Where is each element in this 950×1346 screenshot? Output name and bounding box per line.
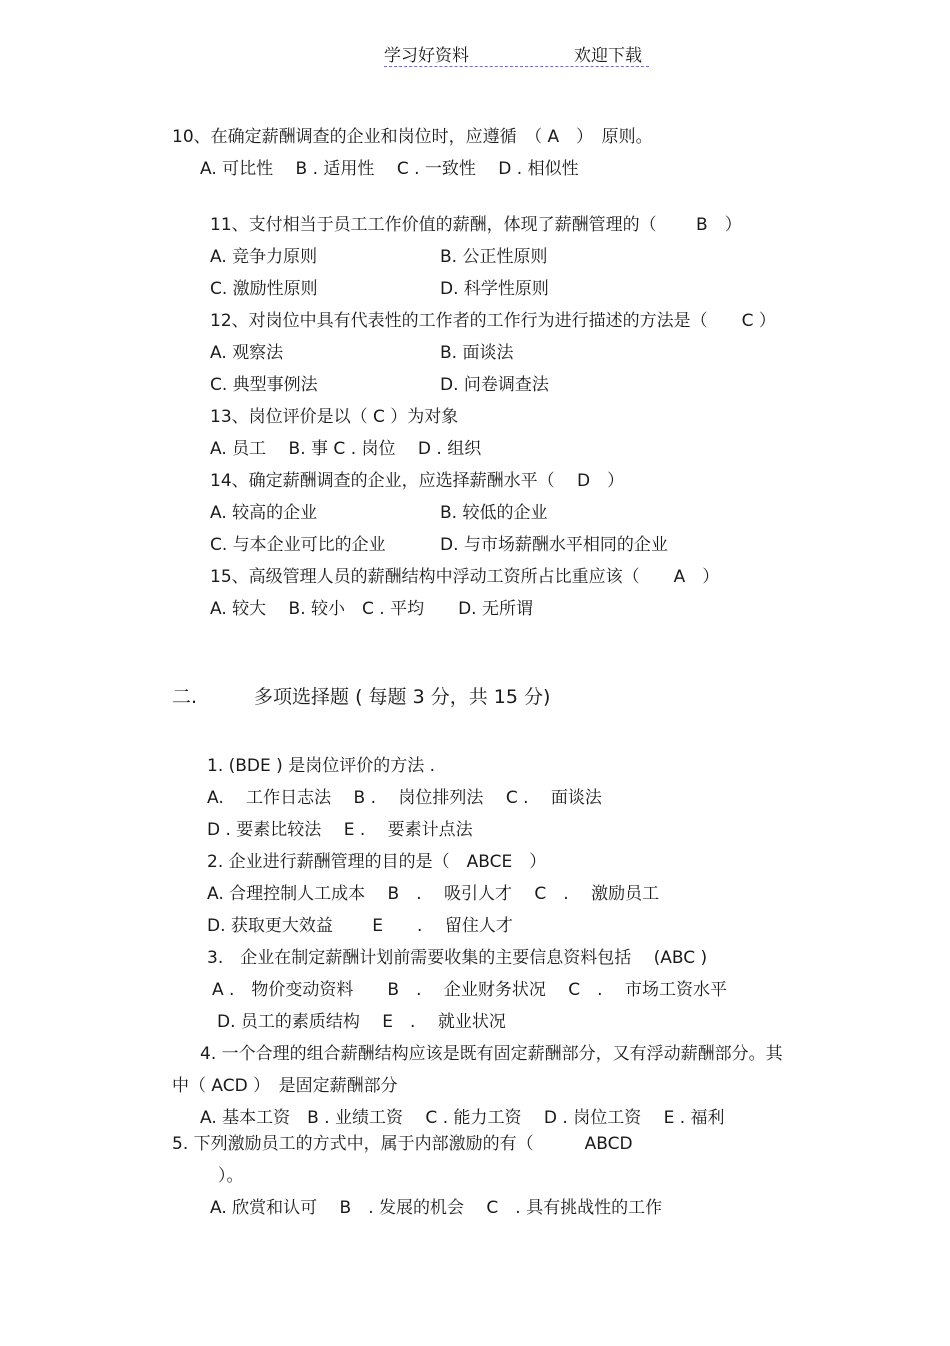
multi-question-5: 5. 下列激励员工的方式中，属于内部激励的有（ ABCD [172,1134,633,1154]
question-15-options: A. 较大 B. 较小 C . 平均 D. 无所谓 [210,599,533,619]
multi-question-4: 4. 一个合理的组合薪酬结构应该是既有固定薪酬部分，又有浮动薪酬部分。其 [200,1044,783,1064]
question-12: 12、对岗位中具有代表性的工作者的工作行为进行描述的方法是（ C ） [210,311,776,331]
header-left-text: 学习好资料 [384,46,469,66]
question-14-option-b: B. 较低的企业 [440,503,548,523]
multi-question-5-options: A. 欣赏和认可 B . 发展的机会 C . 具有挑战性的工作 [210,1198,663,1218]
multi-question-2-options-abc: A. 合理控制人工成本 B . 吸引人才 C . 激励员工 [207,884,660,904]
question-11-option-a: A. 竞争力原则 [210,247,318,267]
question-14-option-a: A. 较高的企业 [210,503,318,523]
multi-question-1-options-de: D . 要素比较法 E . 要素计点法 [207,820,473,840]
question-11-option-d: D. 科学性原则 [440,279,549,299]
question-10: 10、在确定薪酬调查的企业和岗位时，应遵循 （ A ） 原则。 [172,127,653,147]
multi-question-5-continued: ）。 [218,1166,244,1186]
page-header [384,40,649,67]
question-11: 11、支付相当于员工工作价值的薪酬，体现了薪酬管理的（ B ） [210,215,742,235]
multi-question-1: 1. (BDE ) 是岗位评价的方法 . [207,756,435,776]
question-11-option-b: B. 公正性原则 [440,247,548,267]
question-10-options: A. 可比性 B . 适用性 C . 一致性 D . 相似性 [200,159,579,179]
question-15: 15、高级管理人员的薪酬结构中浮动工资所占比重应该（ A ） [210,567,720,587]
question-14-option-d: D. 与市场薪酬水平相同的企业 [440,535,668,555]
multi-question-3: 3. 企业在制定薪酬计划前需要收集的主要信息资料包括 (ABC ) [207,948,708,968]
question-13: 13、岗位评价是以（ C ）为对象 [210,407,459,427]
multi-question-4-continued: 中（ ACD ） 是固定薪酬部分 [172,1076,398,1096]
question-14-option-c: C. 与本企业可比的企业 [210,535,386,555]
question-14: 14、确定薪酬调查的企业，应选择薪酬水平（ D ） [210,471,625,491]
question-11-option-c: C. 激励性原则 [210,279,318,299]
question-12-option-b: B. 面谈法 [440,343,514,363]
question-12-option-c: C. 典型事例法 [210,375,318,395]
multi-question-2: 2. 企业进行薪酬管理的目的是（ ABCE ） [207,852,547,872]
question-12-option-a: A. 观察法 [210,343,284,363]
multi-question-3-options-de: D. 员工的素质结构 E . 就业状况 [217,1012,506,1032]
section-2-title: 二. 多项选择题 ( 每题 3 分，共 15 分) [172,686,551,708]
header-right-text: 欢迎下载 [574,46,642,66]
multi-question-2-options-de: D. 获取更大效益 E . 留住人才 [207,916,513,936]
multi-question-1-options-abc: A. 工作日志法 B . 岗位排列法 C . 面谈法 [207,788,602,808]
question-13-options: A. 员工 B. 事 C . 岗位 D . 组织 [210,439,482,459]
question-12-option-d: D. 问卷调查法 [440,375,549,395]
multi-question-4-options: A. 基本工资 B . 业绩工资 C . 能力工资 D . 岗位工资 E . 福利 [200,1108,725,1128]
multi-question-3-options-abc: A . 物价变动资料 B . 企业财务状况 C . 市场工资水平 [212,980,727,1000]
